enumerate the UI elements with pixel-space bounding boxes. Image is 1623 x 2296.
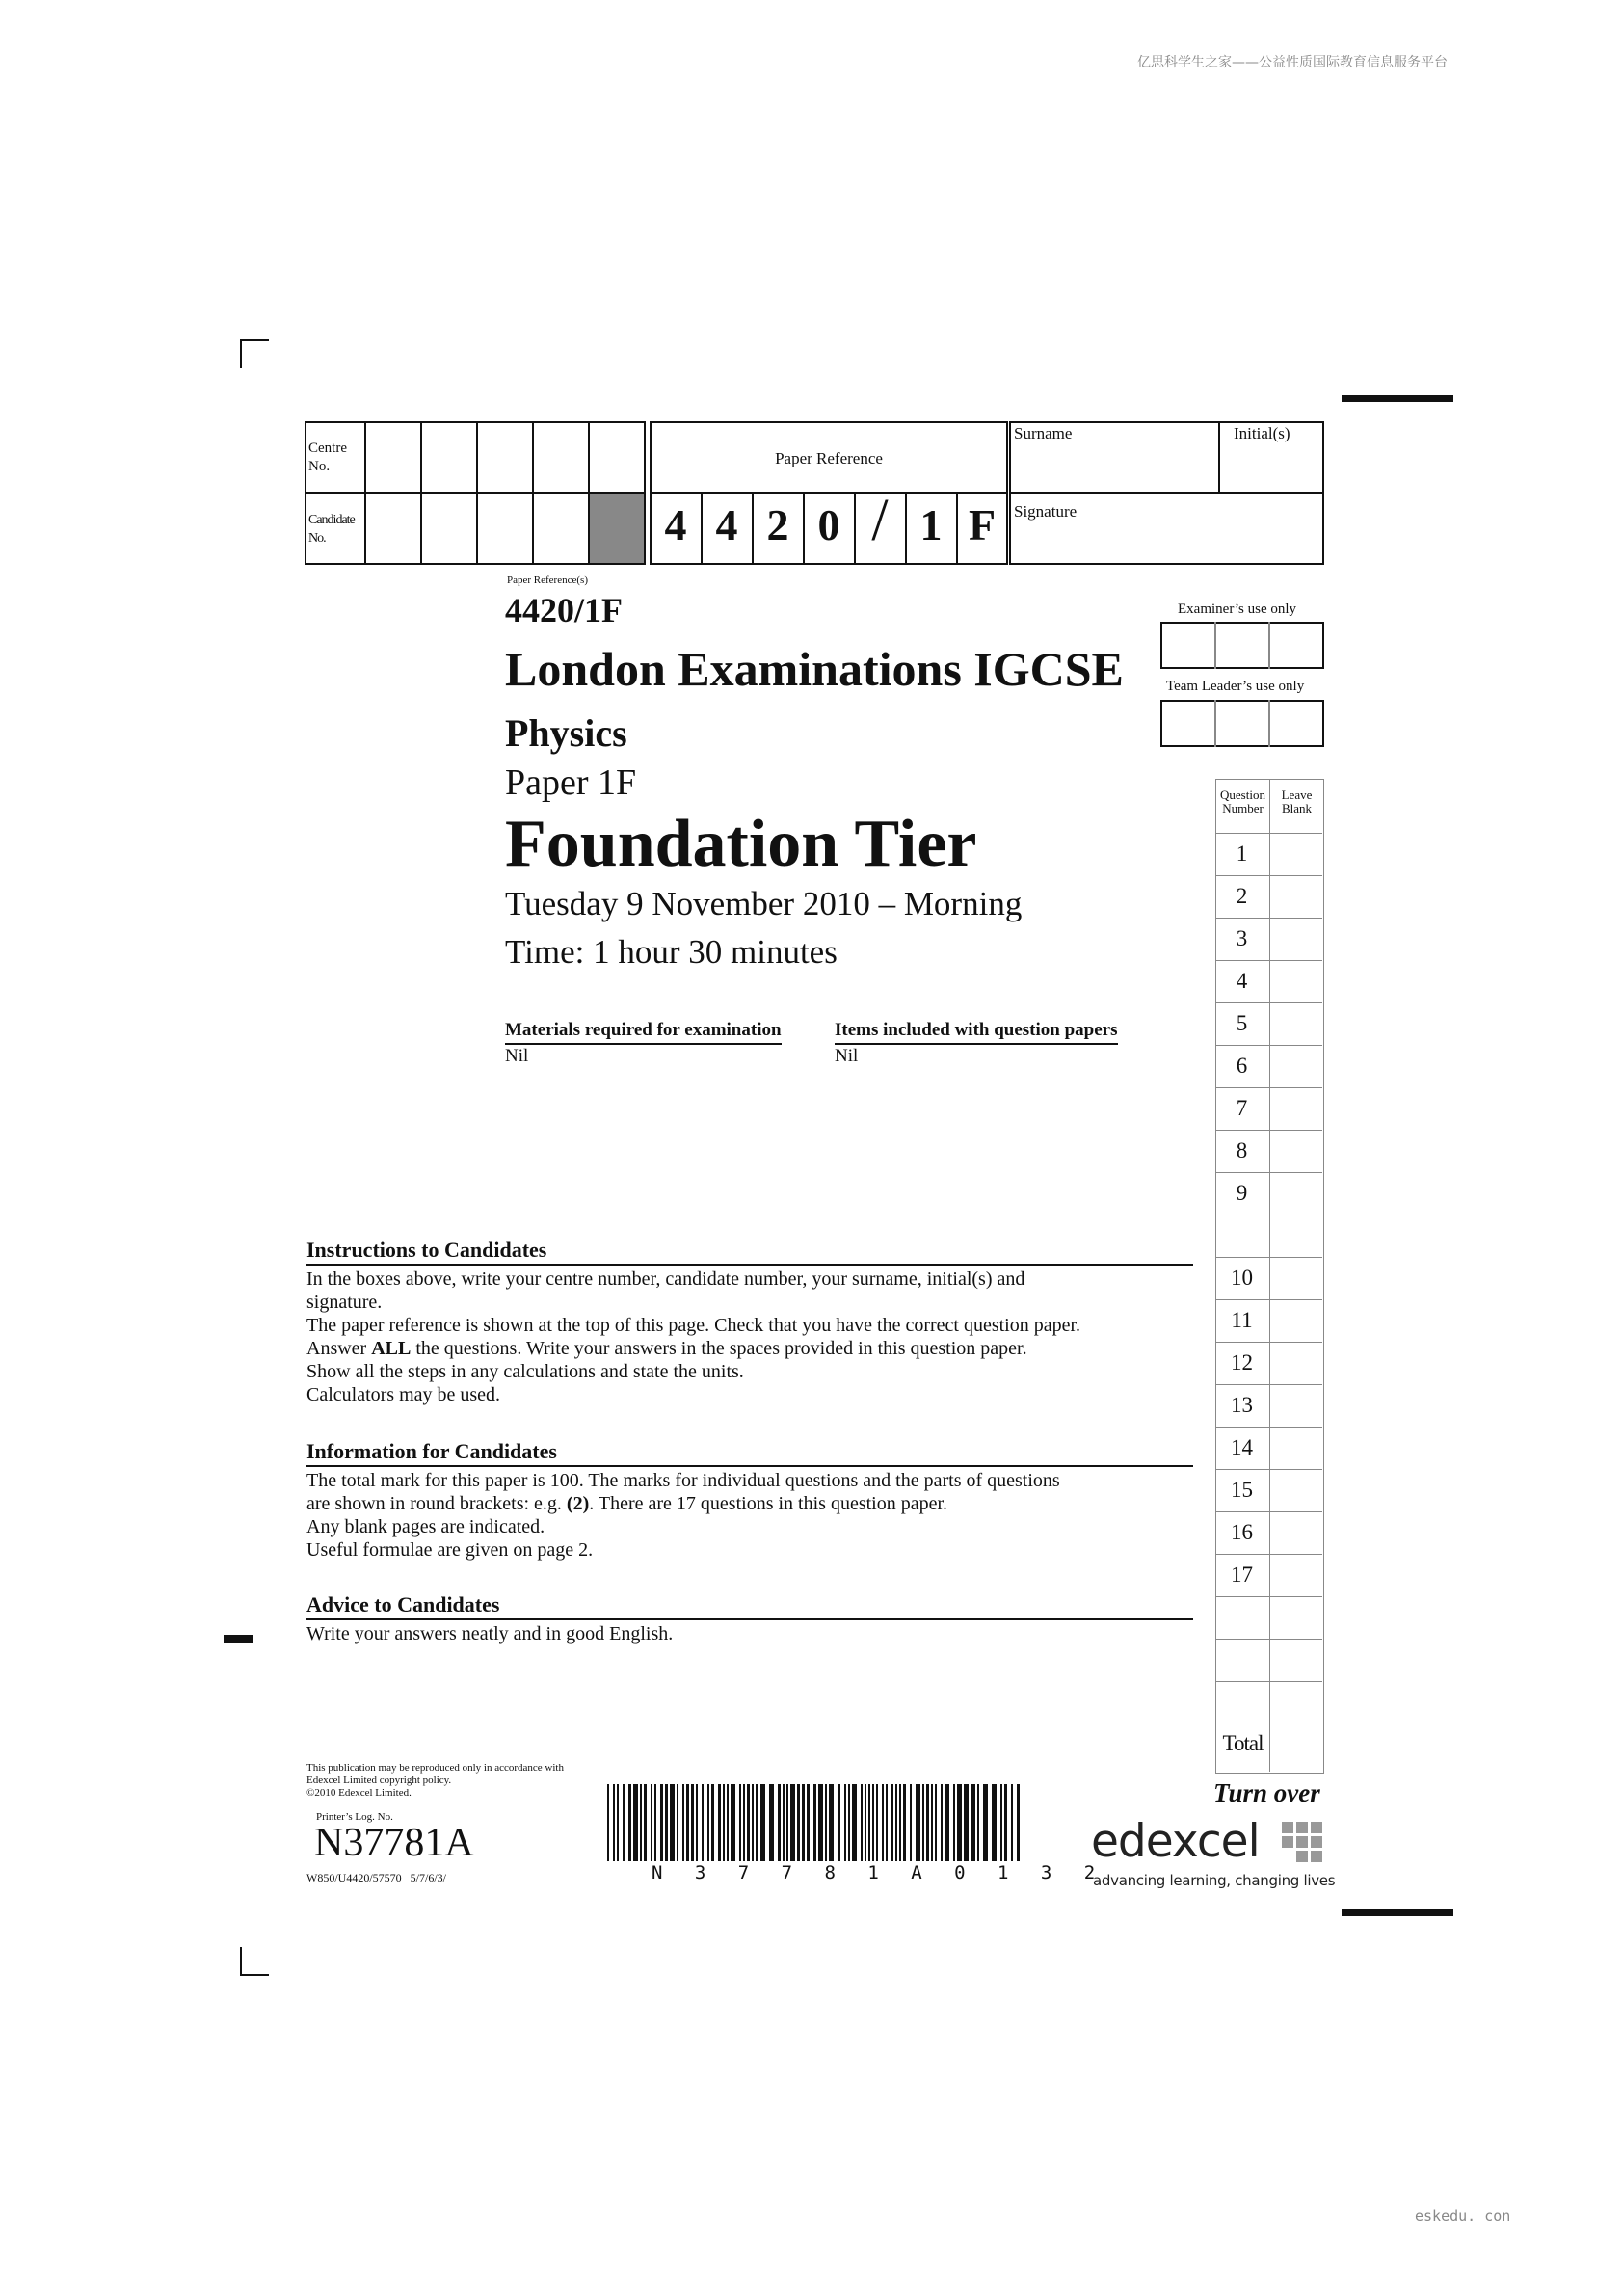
crop-mark-top-h xyxy=(240,339,269,341)
barcode-bar xyxy=(769,1784,774,1861)
barcode-text: N 3 7 7 8 1 A 0 1 3 2 xyxy=(652,1862,1106,1883)
ref-digit-6: F xyxy=(968,500,997,549)
information-heading: Information for Candidates xyxy=(306,1439,1193,1467)
barcode-bar xyxy=(617,1784,619,1861)
barcode-bar xyxy=(895,1784,897,1861)
examiner-box-line xyxy=(1214,622,1216,669)
barcode-bar xyxy=(983,1784,988,1861)
barcode-bar xyxy=(882,1784,884,1861)
barcode-bar xyxy=(852,1784,857,1861)
copyright-notice xyxy=(306,1762,564,1800)
watermark-top: 亿思科学生之家——公益性质国际教育信息服务平台 xyxy=(1137,55,1448,70)
barcode-bar xyxy=(813,1784,816,1861)
question-number-cell: 9 xyxy=(1236,1181,1248,1205)
barcode-bar xyxy=(1017,1784,1020,1861)
candidate-label: Candidate No. xyxy=(308,513,355,546)
barcode-bar xyxy=(910,1784,912,1861)
items-included-heading: Items included with question papers xyxy=(835,1020,1118,1045)
barcode-bar xyxy=(926,1784,929,1861)
leave-blank-cell[interactable] xyxy=(1270,960,1322,1002)
tier-title: Foundation Tier xyxy=(505,807,977,881)
question-number-cell: 12 xyxy=(1231,1350,1253,1375)
materials-required-value: Nil xyxy=(505,1046,529,1066)
surname-label: Surname xyxy=(1014,424,1073,442)
barcode-bar xyxy=(707,1784,709,1861)
ref-digit-3: 2 xyxy=(766,500,789,549)
barcode-bar xyxy=(790,1784,795,1861)
instruction-line: Calculators may be used. xyxy=(306,1384,501,1405)
leave-blank-cell[interactable] xyxy=(1270,1639,1322,1681)
centre-col-3[interactable] xyxy=(476,421,478,565)
barcode-bar xyxy=(868,1784,870,1861)
registration-bar-left xyxy=(224,1635,253,1643)
question-number-cell: 1 xyxy=(1236,841,1248,866)
copyright-line: This publication may be reproduced only in accordance with xyxy=(306,1762,564,1774)
question-number-cell: 7 xyxy=(1236,1096,1248,1120)
barcode-bar xyxy=(702,1784,704,1861)
leave-blank-cell[interactable] xyxy=(1270,875,1322,918)
leave-blank-cell[interactable] xyxy=(1270,1257,1322,1299)
barcode-bar xyxy=(711,1784,714,1861)
leave-blank-header: Leave Blank xyxy=(1281,788,1313,815)
barcode-bar xyxy=(953,1784,955,1861)
barcode-bar xyxy=(876,1784,878,1861)
instructions-body xyxy=(306,1268,1080,1406)
barcode-bar xyxy=(818,1784,823,1861)
barcode-bar xyxy=(977,1784,979,1861)
turn-over: Turn over xyxy=(1213,1778,1320,1807)
crop-mark-bottom-h xyxy=(240,1974,269,1976)
question-number-cell: 13 xyxy=(1231,1393,1253,1417)
barcode-bar xyxy=(899,1784,901,1861)
edexcel-wordmark: edexcel xyxy=(1091,1815,1260,1868)
total-label: Total xyxy=(1222,1731,1264,1755)
team-leader-box xyxy=(1160,700,1324,747)
leave-blank-cell[interactable] xyxy=(1270,1469,1322,1511)
leave-blank-cell[interactable] xyxy=(1270,1384,1322,1427)
barcode-bar xyxy=(916,1784,920,1861)
question-number-cell: 17 xyxy=(1231,1562,1253,1587)
printers-log-label: Printer’s Log. No. xyxy=(316,1811,393,1823)
leave-blank-cell[interactable] xyxy=(1270,1511,1322,1554)
barcode-bar xyxy=(633,1784,638,1861)
barcode-bar xyxy=(628,1784,631,1861)
centre-label: Centre No. xyxy=(308,441,347,474)
barcode-bar xyxy=(778,1784,781,1861)
barcode-bar xyxy=(660,1784,663,1861)
barcode-bar xyxy=(931,1784,933,1861)
barcode-bar xyxy=(844,1784,846,1861)
candidate-shaded-box xyxy=(590,494,644,563)
initials-divider xyxy=(1218,421,1220,492)
edexcel-logo xyxy=(1091,1815,1260,1868)
advice-line: Write your answers neatly and in good English. xyxy=(306,1623,674,1644)
barcode-bar xyxy=(752,1784,754,1861)
paper-references-small: Paper Reference(s) xyxy=(507,574,588,586)
team-leader-box-line xyxy=(1268,700,1270,747)
barcode-bar xyxy=(945,1784,949,1861)
paper-reference-divider xyxy=(650,492,1008,494)
barcode-bar xyxy=(665,1784,668,1861)
examiner-box xyxy=(1160,622,1324,669)
barcode-bar xyxy=(760,1784,765,1861)
barcode-bar xyxy=(743,1784,745,1861)
barcode-bar xyxy=(802,1784,805,1861)
instruction-line-answer-all: Answer ALL the questions. Write your answers in the spaces provided in this question paper. xyxy=(306,1338,1027,1359)
ref-slash: / xyxy=(871,488,889,553)
leave-blank-cell[interactable] xyxy=(1270,1596,1322,1639)
barcode-bar xyxy=(644,1784,647,1861)
paper-code: 4420/1F xyxy=(505,591,623,629)
barcode-bar xyxy=(971,1784,975,1861)
barcode-bar xyxy=(848,1784,850,1861)
examiner-box-line xyxy=(1268,622,1270,669)
barcode-bar xyxy=(865,1784,866,1861)
barcode-bar xyxy=(607,1784,609,1861)
instructions-heading: Instructions to Candidates xyxy=(306,1238,1193,1266)
question-number-cell: 14 xyxy=(1231,1435,1253,1459)
barcode-bar xyxy=(838,1784,840,1861)
leave-blank-cell[interactable] xyxy=(1270,918,1322,960)
instruction-line: signature. xyxy=(306,1292,383,1313)
barcode-bar xyxy=(861,1784,863,1861)
barcode-bar xyxy=(640,1784,642,1861)
items-included-value: Nil xyxy=(835,1046,859,1066)
exam-time: Time: 1 hour 30 minutes xyxy=(505,933,838,971)
crop-mark-bottom-v xyxy=(240,1947,242,1976)
barcode-bar xyxy=(786,1784,788,1861)
copyright-line: ©2010 Edexcel Limited. xyxy=(306,1787,412,1799)
instruction-line: The paper reference is shown at the top of this page. Check that you have the correct question paper. xyxy=(306,1315,1081,1336)
emphasis: ALL xyxy=(371,1338,412,1359)
paper-reference-label: Paper Reference xyxy=(775,449,883,467)
question-number-cell: 8 xyxy=(1236,1138,1248,1162)
leave-blank-cell[interactable] xyxy=(1270,833,1322,875)
leave-blank-cell[interactable] xyxy=(1270,1299,1322,1342)
question-number-cell: 11 xyxy=(1231,1308,1253,1332)
emphasis: (2) xyxy=(566,1493,590,1514)
question-number-header: Question Number xyxy=(1220,788,1265,815)
leave-blank-cell[interactable] xyxy=(1270,1087,1322,1130)
exam-date: Tuesday 9 November 2010 – Morning xyxy=(505,885,1023,922)
barcode-bar xyxy=(886,1784,888,1861)
barcode-bar xyxy=(941,1784,943,1861)
leave-blank-cell[interactable] xyxy=(1270,1554,1322,1596)
printers-log-number: N37781A xyxy=(314,1821,474,1865)
team-leader-use-label: Team Leader’s use only xyxy=(1166,679,1305,694)
barcode-bar xyxy=(829,1784,834,1861)
ref-digit-4: 0 xyxy=(817,500,840,549)
barcode-bar xyxy=(825,1784,827,1861)
leave-blank-cell[interactable] xyxy=(1270,1045,1322,1087)
edexcel-dots-icon xyxy=(1282,1822,1324,1864)
barcode-bar xyxy=(903,1784,906,1861)
crop-mark-top-v xyxy=(240,339,242,368)
information-line-marks: are shown in round brackets: e.g. (2). There are 17 questions in this question paper. xyxy=(306,1493,948,1514)
barcode-bar xyxy=(723,1784,725,1861)
paper-title: Paper 1F xyxy=(505,762,637,803)
centre-col-4[interactable] xyxy=(532,421,534,565)
barcode-bar xyxy=(957,1784,962,1861)
barcode-bar xyxy=(623,1784,625,1861)
advice-heading: Advice to Candidates xyxy=(306,1592,1193,1620)
barcode-bar xyxy=(727,1784,729,1861)
barcode-bar xyxy=(696,1784,698,1861)
barcode-bar xyxy=(1011,1784,1013,1861)
barcode-bar xyxy=(797,1784,800,1861)
ref-digit-5: 1 xyxy=(919,500,943,549)
barcode-bar xyxy=(783,1784,785,1861)
barcode-bar xyxy=(731,1784,735,1861)
barcode-bar xyxy=(807,1784,810,1861)
barcode-bar xyxy=(1004,1784,1007,1861)
question-number-cell: 5 xyxy=(1236,1011,1248,1035)
print-code: W850/U4420/57570 5/7/6/3/ xyxy=(306,1871,446,1884)
centre-col-1[interactable] xyxy=(364,421,366,565)
question-number-cell: 2 xyxy=(1236,884,1248,908)
question-number-cell: 3 xyxy=(1236,926,1248,950)
question-number-cell: 4 xyxy=(1236,969,1248,993)
question-number-cell: 6 xyxy=(1236,1054,1248,1078)
information-body xyxy=(306,1469,1060,1562)
ref-digit-1: 4 xyxy=(664,500,687,549)
leave-blank-cell[interactable] xyxy=(1270,1002,1322,1045)
leave-blank-cell[interactable] xyxy=(1270,1427,1322,1469)
barcode-bar xyxy=(756,1784,758,1861)
leave-blank-cell[interactable] xyxy=(1270,1342,1322,1384)
barcode xyxy=(607,1784,1029,1867)
signature-label: Signature xyxy=(1014,502,1078,521)
information-line: The total mark for this paper is 100. The marks for individual questions and the parts of questions xyxy=(306,1470,1060,1491)
watermark-bottom: eskedu. con xyxy=(1415,2207,1511,2225)
barcode-bar xyxy=(686,1784,689,1861)
question-row-line xyxy=(1215,1681,1322,1682)
question-number-cell: 16 xyxy=(1231,1520,1253,1544)
question-number-cell: 10 xyxy=(1231,1266,1253,1290)
leave-blank-cell[interactable] xyxy=(1270,1215,1322,1257)
barcode-bar xyxy=(1000,1784,1002,1861)
barcode-bar xyxy=(651,1784,652,1861)
barcode-bar xyxy=(691,1784,694,1861)
instruction-line: In the boxes above, write your centre number, candidate number, your surname, initial(s) and xyxy=(306,1268,1025,1290)
centre-col-2[interactable] xyxy=(420,421,422,565)
barcode-bar xyxy=(922,1784,924,1861)
examiner-use-label: Examiner’s use only xyxy=(1178,601,1297,617)
barcode-bar xyxy=(891,1784,893,1861)
information-line: Useful formulae are given on page 2. xyxy=(306,1539,594,1561)
leave-blank-cell[interactable] xyxy=(1270,1130,1322,1172)
copyright-line: Edexcel Limited copyright policy. xyxy=(306,1775,452,1786)
barcode-bar xyxy=(747,1784,750,1861)
materials-required-heading: Materials required for examination xyxy=(505,1020,782,1045)
barcode-bar xyxy=(964,1784,969,1861)
barcode-bar xyxy=(935,1784,937,1861)
registration-bar-top xyxy=(1342,395,1453,402)
barcode-bar xyxy=(992,1784,997,1861)
initials-label: Initial(s) xyxy=(1234,424,1290,442)
question-number-cell: 15 xyxy=(1231,1478,1253,1502)
leave-blank-cell[interactable] xyxy=(1270,1172,1322,1215)
barcode-bar xyxy=(613,1784,615,1861)
information-line: Any blank pages are indicated. xyxy=(306,1516,545,1537)
instruction-line: Show all the steps in any calculations and state the units. xyxy=(306,1361,744,1382)
exam-title: London Examinations IGCSE xyxy=(505,642,1124,696)
edexcel-tagline: advancing learning, changing lives xyxy=(1093,1872,1336,1889)
surname-divider xyxy=(1009,492,1324,494)
team-leader-box-line xyxy=(1214,700,1216,747)
barcode-bar xyxy=(739,1784,741,1861)
barcode-bar xyxy=(654,1784,656,1861)
ref-digit-2: 4 xyxy=(715,500,738,549)
subject-title: Physics xyxy=(505,711,627,755)
barcode-bar xyxy=(670,1784,675,1861)
barcode-bar xyxy=(677,1784,678,1861)
barcode-bar xyxy=(682,1784,684,1861)
registration-bar-bottom xyxy=(1342,1909,1453,1916)
barcode-bar xyxy=(872,1784,874,1861)
barcode-bar xyxy=(718,1784,721,1861)
